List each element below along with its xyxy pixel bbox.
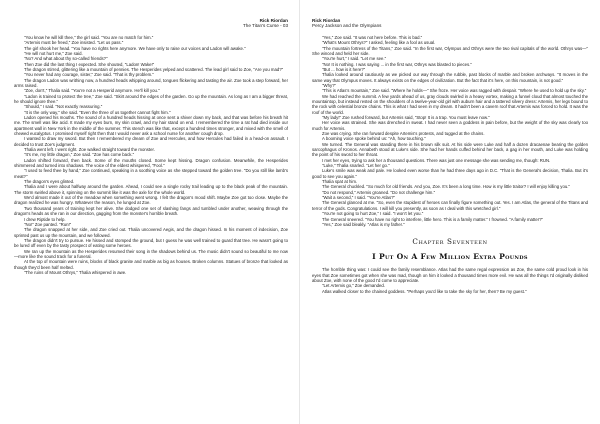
paragraph: We'd almost made it out of the meadow when something went wrong. I felt the dragon's mood shift. Maybe Zoe got too close. Maybe the dragon realized he was hungry. Whatever the reason, he lunged at Zoe.	[14, 195, 288, 206]
paragraph: "But ... how is it here?"	[322, 66, 366, 72]
paragraph: The dragon snapped at her side, and Zoe cried out. Thalia uncovered Aegis, and the dragon hissed. In his moment of indecision, Zoe sprinted past us up the mountain, and we followed.	[14, 227, 288, 238]
paragraph: Atlas walked closer to the chained goddess. "Perhaps you'd like to take the sky for her, then? Be my guest."	[322, 288, 527, 294]
paragraph: Thalia went left. I went right. Zoe walked straight toward the monster.	[24, 147, 155, 153]
paragraph: I drew Riptide to help.	[24, 216, 66, 222]
paragraph: "The mountain fortress of the Titans," Zoe said. "In the first war, Olympus and Othrys were the two rival capitals of the world. Othrys was—" She winced and held her side.	[312, 45, 588, 56]
paragraph: "He will not hurt me," Zoe said.	[24, 50, 83, 56]
right-page-body-before	[312, 35, 588, 227]
paragraph: The General sneered. "You have no right to interfere, little hero. This is a family matter." I frowned. "A family matter?"	[322, 216, 544, 222]
paragraph: "Zoe, don't," Thalia said. "You're not a Hesperid anymore. He'll kill you."	[24, 88, 160, 94]
paragraph: "I used to feed thee by hand," Zoe continued, speaking in a soothing voice as she stepped toward the golden tree. "Do you still like lamb's meat?"	[14, 168, 288, 179]
right-page-body-after	[312, 267, 588, 294]
paragraph: "No? And what about thy so-called friends?"	[24, 56, 108, 62]
paragraph: "It's me, my little dragon," Zoe said. "Zoe has come back."	[24, 152, 135, 158]
paragraph: "You're not going to hurt Zoe," I said. "I won't let you."	[322, 211, 424, 217]
paragraph: "You know he will kill thee," the girl said. "You are no match for him."	[24, 34, 154, 40]
paragraph: "Yes," Zoe said bleakly. "Atlas is my father."	[322, 221, 405, 227]
paragraph: I wanted to draw my sword. But then I remembered my dream of Zoe and Hercules, and how Hercules had failed in a head-on assault. I decided to trust Zoe's judgment.	[14, 136, 288, 147]
chapter-heading: Chapter Seventeen	[412, 237, 488, 247]
right-page-header	[312, 18, 588, 29]
paragraph: Her voice was strained. She was drenched in sweat. I had never seen a goddess in pain before, but the weight of the sky was clearly too much for Artemis.	[312, 120, 588, 131]
paragraph: I met her eyes, trying to ask her a thousand questions. There was just one message she was sending me, though: RUN.	[322, 157, 551, 163]
paragraph: Thalia spat at him.	[322, 179, 358, 185]
paragraph: "Yes," Zoe said. "It was not here before. This is bad."	[322, 34, 423, 40]
paragraph: "No!" Zoe panted. "Run!"	[24, 221, 72, 227]
paragraph: "No! It is nothing. I was saying ... in the first war, Othrys was blasted to pieces."	[322, 61, 472, 67]
paragraph: Two thousand years of training kept her alive. She dodged one set of slashing fangs and tumbled under another, weaving through the dragon's heads as she ran in our direction, gagging from the monster's horrible breath.	[14, 205, 288, 217]
left-header-title: The Titan's Curse - 03	[242, 23, 288, 29]
paragraph: "What's Mount Othrys?" I asked, feeling like a fool as usual.	[322, 40, 436, 46]
paragraph: "Artemis must be freed," Zoe insisted. "Let us pass."	[24, 40, 124, 46]
paragraph: Thalia and I were about halfway around the garden. Ahead, I could see a single rocky trail leading up to the black peak of the mountain. The storm swirled above it, spinning on the summit like it was the axle for the whole world.	[14, 184, 288, 195]
paragraph: We had reached the summit. A few yards ahead of us, gray clouds swirled in a heavy vortex, making a funnel cloud that almost touched the mountaintop, but instead rested on the shoulders of a twelve-year-old girl with auburn hair and a tattered silvery dress: Artemis, her legs bound to the rock with celestial bronze chains. This is what I had seen in my dream. It hadn't been a cavern roof that Artemis was forced to hold. It was the roof of the world.	[312, 93, 588, 115]
paragraph: "Ladon is trained to protect the tree," Zoe said. "Skirt around the edges of the garden. Go up the mountain. As long as I am a bigger threat, he should ignore thee."	[14, 93, 288, 104]
paragraph: "Luke," Thalia snarled. "Let her go."	[322, 163, 390, 169]
paragraph: Thalia looked around cautiously as we picked our way through the rubble, past blocks of marble and broken archways. "It moves in the same way that Olympus moves. It always exists on the edges of civilization. But the fact that it's here, on this mountain, is not good."	[312, 72, 588, 83]
paragraph: Then Zoe did the last thing I expected. She shouted, "Ladon! Wake!"	[24, 61, 155, 67]
left-page-header	[14, 18, 288, 29]
paragraph: "Let Artemis go," Zoe demanded.	[322, 283, 386, 289]
paragraph: We ran up the mountain as the Hesperides resumed their song in the shadows behind us. The music didn't sound so beautiful to me now—more like the sound track for a funeral.	[14, 248, 288, 259]
paragraph: The girl shook her head. "You have no rights here anymore. We have only to raise our voices and Ladon will awake."	[24, 45, 246, 51]
paragraph: "You never had any courage, sister," Zoe said. "That is thy problem."	[24, 72, 154, 78]
left-page	[14, 18, 288, 418]
paragraph: "Wait a second," I said. "You're Atlas?"	[322, 195, 396, 201]
paragraph: "It is the only way," she said. "Even the three of us together cannot fight him."	[24, 109, 171, 115]
paragraph: "Should," I said. "Not exactly reassuring."	[24, 104, 103, 110]
paragraph: "The ruins of Mount Othrys," Thalia whispered in awe.	[24, 269, 127, 275]
chapter-title: I Put On A Few Million Extra Pounds	[372, 252, 528, 262]
paragraph: Ladon shifted forward, then back. Some of the mouths closed. Some kept hissing. Dragon confusion. Meanwhile, the Hesperides shimmered and turned into shadows. The voice of the eldest whispered, "Fool."	[14, 157, 288, 169]
paragraph: The dragon's eyes glinted.	[24, 179, 75, 185]
paragraph: "My lady!" Zoe rushed forward, but Artemis said, "Stop! It is a trap. You must leave now."	[322, 114, 490, 120]
paragraph: At the top of mountain were ruins, blocks of black granite and marble as big as houses. Broken columns. Statues of bronze that looked as though they'd been half melted.	[14, 259, 288, 270]
right-header-title: Percy Jackson and the Olympians	[312, 23, 382, 29]
paragraph: The dragon Ladon was writhing now, a hundred heads whipping around, tongues flickering and tasting the air. Zoe took a step forward, her arms raised.	[14, 77, 288, 88]
paragraph: The dragon stirred, glittering like a mountain of pennies. The Hesperides yelped and scattered. The lead girl said to Zoe, "Are you mad?"	[24, 66, 284, 72]
left-page-body	[14, 35, 288, 275]
paragraph: The General chuckled. "So much for old friends. And you, Zoe. It's been a long time. How is my little traitor? I will enjoy killing you."	[322, 184, 570, 190]
paragraph: We turned. The General was standing there in his brown silk suit. At his side were Luke and half a dozen dracaenae bearing the golden sarcophagus of Kronos. Annabeth stood at Luke's side. She had her hands cuffed behind her back, a gag in her mouth, and Luke was holding the point of his sword to her throat.	[312, 141, 588, 158]
paragraph: Zoe was crying. She ran forward despite Artemis's protests, and tugged at the chains.	[322, 131, 485, 136]
left-header-author: Rick Riordan	[259, 18, 288, 23]
paragraph: "You're hurt," I said. "Let me see."	[322, 56, 387, 62]
right-header-author: Rick Riordan	[312, 18, 341, 23]
paragraph: The General glanced at me. "So, even the stupidest of heroes can finally figure something out. Yes. I am Atlas, the general of the Titans and terror of the gods. Congratulations. I will kill you presently, as soon as I deal with this wretched girl."	[312, 200, 588, 211]
right-page	[312, 18, 588, 418]
paragraph: A booming voice spoke behind us: "Ah, how touching."	[322, 136, 426, 142]
paragraph: "Why?"	[322, 82, 337, 88]
page-gutter	[299, 0, 300, 424]
paragraph: "Do not respond," Artemis groaned. "Do not challenge him."	[322, 189, 436, 195]
paragraph: The horrible thing was: I could see the family resemblance. Atlas had the same regal expression as Zoe, the same cold proud look in his eyes that Zoe sometimes got when she was mad, though on him it looked a thousand times more evil. He was all the things I'd originally disliked about Zoe, with none of the good I'd come to appreciate.	[312, 267, 588, 283]
paragraph: Luke's smile was weak and pale. He looked even worse than he had three days ago in D.C. "That is the General's decision, Thalia. But it's good to see you again."	[312, 168, 588, 179]
paragraph: Ladon opened his mouths. The sound of a hundred heads hissing at once sent a shiver down my back, and that was before his breath hit me. The smell was like acid. It made my eyes burn, my skin crawl, and my hair stand on end. I remembered the time a rat had died inside our apartment wall in New York in the middle of the summer. This stench was like that, except a hundred times stronger, and mixed with the smell of chewed eucalyptus. I promised myself right then that I would never ask a school nurse for another cough drop.	[14, 114, 288, 136]
paragraph: "This is Atlas's mountain," Zoe said. "Where he holds—" She froze. Her voice was ragged with despair. "Where he used to hold up the sky."	[322, 88, 587, 94]
paragraph: The dragon didn't try to pursue. He hissed and stomped the ground, but I guess he was well trained to guard that tree. He wasn't going to be lured off even by the tasty prospect of eating some heroes.	[14, 237, 288, 249]
